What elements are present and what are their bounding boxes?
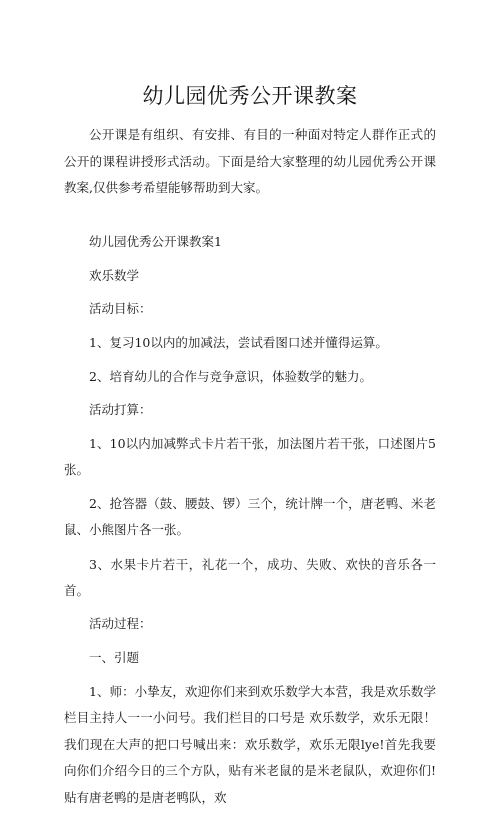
preparation-item: 3、水果卡片若干，礼花一个，成功、失败、欢快的音乐各一首。 [64, 556, 436, 598]
goal-item: 1、复习10以内的加减法，尝试看图口述并懂得运算。 [89, 335, 388, 351]
section-heading-goals: 活动目标： [89, 301, 152, 317]
goal-item: 2、培育幼儿的合作与竞争意识，体验数学的魅力。 [89, 368, 372, 384]
document-body [64, 229, 436, 819]
section-heading-process: 活动过程： [89, 616, 152, 632]
preparation-item: 2、抢答器（鼓、腰鼓、锣）三个，统计牌一个，唐老鸭、米老鼠、小熊图片各一张。 [64, 495, 436, 538]
intro-paragraph: 公开课是有组织、有安排、有目的一种面对特定人群作正式的公开的课程讲授形式活动。下面是给大家整理的幼儿园优秀公开课教案,仅供参考希望能够帮助到大家。 [64, 127, 436, 195]
process-step-text: 1、师：小挚友，欢迎你们来到欢乐数学大本营，我是欢乐数学栏目主持人一一小问号。我们栏目的口号是 欢乐数学，欢乐无限！我们现在大声的把口号喊出来：欢乐数学，欢乐无限lye!首先我要向你们介绍今日的三个方队，贴有米老鼠的是米老鼠队，欢迎你们!贴有唐老鸭的是唐老鸭队，欢 [64, 683, 436, 805]
preparation-item: 1、10以内加减弊式卡片若干张，加法图片若干张，口述图片5张。 [64, 436, 436, 478]
lesson-topic: 欢乐数学 [89, 267, 140, 283]
lesson-heading: 幼儿园优秀公开课教案1 [89, 234, 222, 249]
page-title: 幼儿园优秀公开课教案 [142, 84, 358, 108]
section-heading-preparation: 活动打算： [89, 402, 152, 418]
process-step-heading: 一、引题 [89, 649, 140, 665]
